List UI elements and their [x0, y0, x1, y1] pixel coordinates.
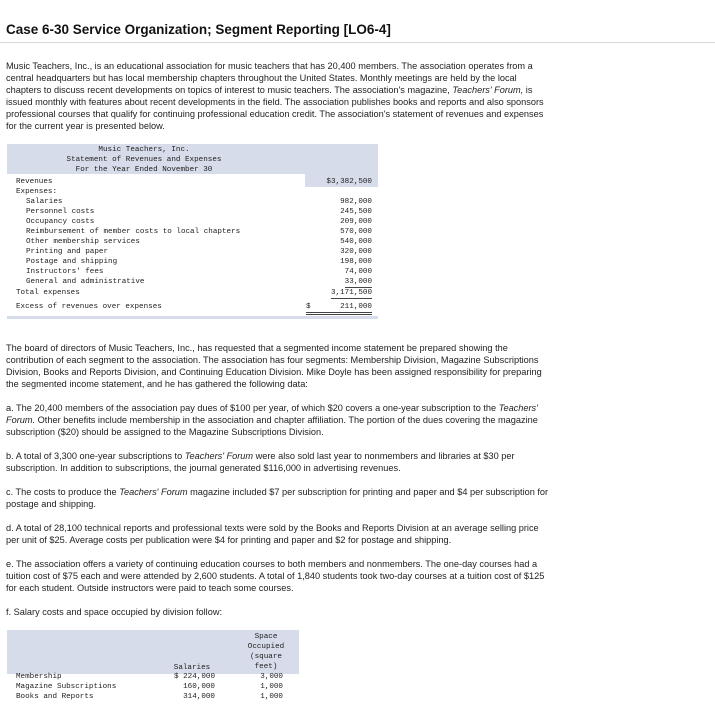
- item-c: [6, 486, 634, 510]
- item-a: [6, 402, 634, 438]
- salary-table-header: [7, 630, 299, 674]
- board-line: contribution of each segment to the association. The association has four segments: Membership Division, Magazine Subscriptions: [6, 355, 539, 365]
- division-space: 3,000: [260, 673, 283, 681]
- expense-amount: 570,000: [340, 228, 372, 236]
- magazine-title: Forum.: [6, 415, 36, 425]
- salary-row: [7, 672, 299, 682]
- intro-text: chapters to discuss recent developments on topics of interest to music teachers. The association's magazine,: [6, 85, 453, 95]
- salary-row: [7, 682, 299, 692]
- item-b-text: were also sold last year to nonmembers and libraries at $30 per: [253, 451, 515, 461]
- item-d-line: d. A total of 28,100 technical reports and professional texts were sold by the Books and Reports Division at an average selling price: [6, 523, 539, 533]
- item-b-line: [6, 450, 634, 462]
- title-divider: [0, 42, 715, 43]
- intro-line: Music Teachers, Inc., is an educational association for music teachers that has 20,400 members. The association operates from a: [6, 61, 533, 71]
- space-header: Occupied: [247, 643, 285, 651]
- expense-row: [7, 237, 378, 247]
- division-name: Magazine Subscriptions: [16, 683, 117, 691]
- expense-row: [7, 267, 378, 277]
- dollar-sign: $: [306, 303, 311, 311]
- item-e-line: for each student. Outside instructors were paid to teach some courses.: [6, 583, 294, 593]
- expense-label: Other membership services: [26, 238, 140, 246]
- expenses-label: Expenses:: [16, 188, 58, 196]
- expense-amount: 74,000: [344, 268, 372, 276]
- item-b-line: subscription. In addition to subscriptions, the journal generated $116,000 in advertising revenues.: [6, 463, 401, 473]
- revenues-row: [7, 177, 378, 187]
- statement-bottom-bar: [7, 316, 378, 319]
- item-e: [6, 558, 634, 594]
- magazine-title: Teachers': [498, 403, 538, 413]
- item-c-text: magazine included $7 per subscription for printing and paper and $4 per subscription for: [187, 487, 549, 497]
- intro-line: for the current year is presented below.: [6, 121, 165, 131]
- magazine-title: Teachers' Forum,: [452, 85, 524, 95]
- statement-period: For the Year Ended November 30: [75, 166, 213, 174]
- division-salaries: $ 224,000: [173, 673, 215, 681]
- space-header: (square: [250, 653, 282, 661]
- revenues-label: Revenues: [16, 178, 53, 186]
- expense-amount: 33,000: [344, 278, 372, 286]
- expense-row: [7, 227, 378, 237]
- excess-amount-cell: [306, 302, 372, 315]
- item-a-text: Other benefits include membership in the association and chapter affiliation. The portion of the dues covering the magazine: [35, 415, 538, 425]
- expenses-heading-row: [7, 187, 378, 197]
- salary-row: [7, 692, 299, 702]
- intro-line: [6, 84, 634, 96]
- item-a-text: a. The 20,400 members of the association pay dues of $100 per year, of which $20 covers a one-year subscription to the: [6, 403, 499, 413]
- item-d-line: per unit of $25. Average costs per publication were $4 for printing and paper and $2 for postage and shipping.: [6, 535, 452, 545]
- statement-name: Statement of Revenues and Expenses: [66, 156, 222, 164]
- division-space: 1,000: [260, 683, 283, 691]
- division-space: 1,000: [260, 693, 283, 701]
- division-name: Membership: [16, 673, 62, 681]
- intro-line: issued monthly with features about recent developments in the field. The association publishes books and reports and also sponsors: [6, 97, 544, 107]
- expense-label: Personnel costs: [26, 208, 95, 216]
- expense-label: Occupancy costs: [26, 218, 95, 226]
- board-line: The board of directors of Music Teachers, Inc., has requested that a segmented income statement be prepared showing the: [6, 343, 508, 353]
- intro-paragraph: [6, 60, 634, 132]
- total-expenses-label: Total expenses: [16, 289, 80, 297]
- statement-header: [7, 144, 378, 174]
- item-f: [6, 606, 634, 618]
- expense-label: Instructors' fees: [26, 268, 104, 276]
- expense-row: [7, 247, 378, 257]
- expense-amount: 320,000: [340, 248, 372, 256]
- item-a-line: [6, 414, 634, 426]
- excess-row: [7, 302, 378, 312]
- intro-line: professional courses that qualify for continuing professional education credit. The association's statement of revenues and expenses: [6, 109, 544, 119]
- item-b: [6, 450, 634, 474]
- revenues-amount: $3,382,500: [326, 178, 372, 186]
- item-a-line: subscription ($20) should be assigned to the Magazine Subscriptions Division.: [6, 427, 324, 437]
- salaries-header: Salaries: [173, 664, 211, 672]
- item-d: [6, 522, 634, 546]
- item-a-line: [6, 402, 634, 414]
- division-name: Books and Reports: [16, 693, 94, 701]
- expense-label: General and administrative: [26, 278, 145, 286]
- intro-line: central headquarters but has local membership chapters throughout the United States. Monthly meetings are held by the local: [6, 73, 517, 83]
- page-title: Case 6-30 Service Organization; Segment Reporting [LO6-4]: [6, 22, 391, 37]
- excess-label: Excess of revenues over expenses: [16, 303, 162, 311]
- expense-amount: 245,500: [340, 208, 372, 216]
- expense-row: [7, 217, 378, 227]
- board-line: the segmented income statement, and he has gathered the following data:: [6, 379, 308, 389]
- expense-amount: 540,000: [340, 238, 372, 246]
- division-salaries: 314,000: [183, 693, 215, 701]
- expense-row: [7, 197, 378, 207]
- total-expenses-row: [7, 288, 378, 298]
- division-salaries: 160,000: [183, 683, 215, 691]
- intro-text: is: [523, 85, 533, 95]
- item-f-line: f. Salary costs and space occupied by division follow:: [6, 607, 223, 617]
- magazine-title: Teachers' Forum: [119, 487, 188, 497]
- expense-label: Printing and paper: [26, 248, 109, 256]
- statement-company: Music Teachers, Inc.: [98, 146, 190, 154]
- expense-amount: 198,000: [340, 258, 372, 266]
- expense-amount: 982,000: [340, 198, 372, 206]
- board-paragraph: [6, 342, 634, 390]
- magazine-title: Teachers' Forum: [184, 451, 254, 461]
- item-c-line: postage and shipping.: [6, 499, 96, 509]
- expense-label: Salaries: [26, 198, 63, 206]
- expense-amount: 209,000: [340, 218, 372, 226]
- total-expenses-amount: 3,171,500: [330, 289, 372, 297]
- item-c-text: c. The costs to produce the: [6, 487, 120, 497]
- space-header: Space: [254, 633, 278, 641]
- item-e-line: tuition cost of $75 each and were attended by 2,600 students. A total of 1,840 students took two-day courses at a tuition cost of $125: [6, 571, 545, 581]
- item-b-text: b. A total of 3,300 one-year subscriptions to: [6, 451, 185, 461]
- item-c-line: [6, 486, 634, 498]
- expense-row: [7, 207, 378, 217]
- salary-space-table: [7, 630, 299, 708]
- expense-label: Reimbursement of member costs to local chapters: [26, 228, 241, 236]
- expense-label: Postage and shipping: [26, 258, 118, 266]
- space-header: feet): [254, 663, 278, 671]
- revenue-expense-statement: [7, 144, 378, 319]
- expense-row: [7, 277, 378, 287]
- excess-amount: 211,000: [340, 303, 372, 311]
- expense-row: [7, 257, 378, 267]
- item-e-line: e. The association offers a variety of continuing education courses to both members and nonmembers. The one-day courses had a: [6, 559, 538, 569]
- board-line: Division, Books and Reports Division, and Continuing Education Division. Mike Doyle has been assigned responsibility for preparing: [6, 367, 542, 377]
